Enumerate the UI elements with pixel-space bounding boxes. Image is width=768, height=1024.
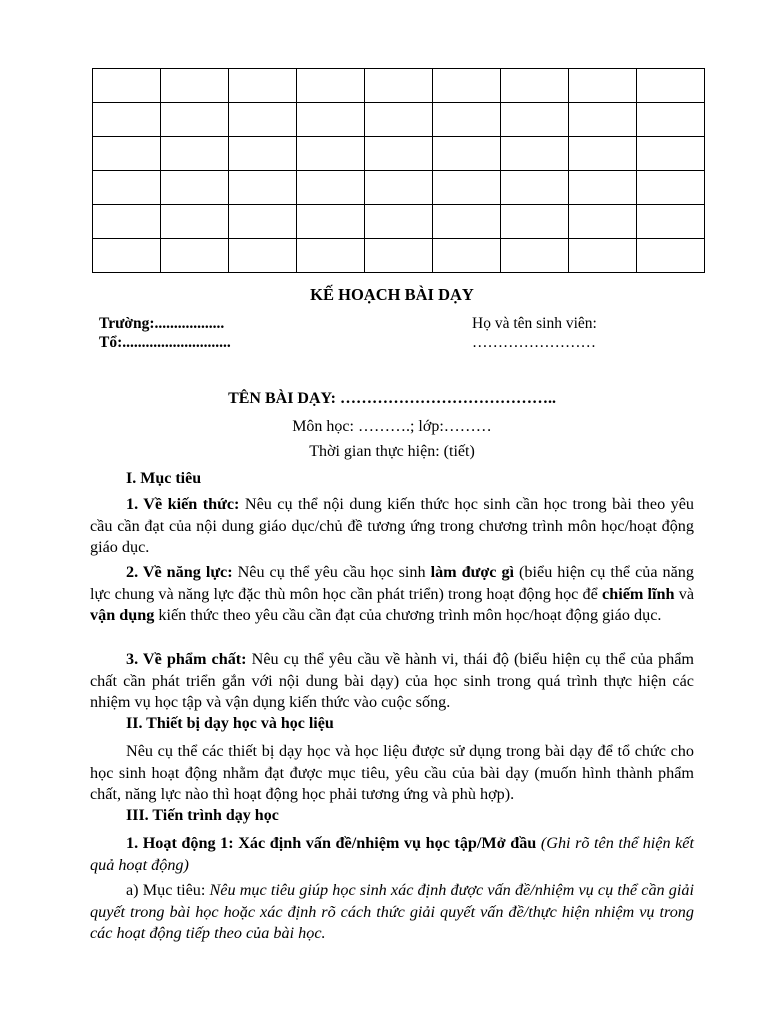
group-label: Tổ: (99, 334, 123, 351)
table-cell (365, 69, 433, 103)
table-cell (161, 69, 229, 103)
table-cell (297, 239, 365, 273)
table-cell (637, 103, 705, 137)
school-field (99, 315, 224, 333)
table-cell (297, 205, 365, 239)
table-cell (637, 171, 705, 205)
quality-label: 3. Về phẩm chất: (126, 650, 247, 668)
table-cell (93, 69, 161, 103)
table-cell (93, 239, 161, 273)
table-cell (433, 137, 501, 171)
table-cell (433, 239, 501, 273)
table-cell (93, 205, 161, 239)
table-cell (229, 205, 297, 239)
table-cell (569, 69, 637, 103)
activity-1-note: (Ghi rõ tên thể hiện kết quả hoạt động) (90, 834, 694, 874)
table-cell (433, 205, 501, 239)
activity-1-objective-text: Nêu mục tiêu giúp học sinh xác định được vấn đề/nhiệm vụ cụ thể cần giải quyết trong bài học hoặc xác định rõ cách thức giải quyết vấn đề/thực hiện nhiệm vụ trong các hoạt động tiếp theo của bài học. (90, 881, 694, 942)
blank-grid-table (92, 68, 705, 273)
group-dots: ............................ (122, 334, 231, 351)
document-title: KẾ HOẠCH BÀI DẠY (310, 285, 474, 304)
table-row (93, 171, 705, 205)
objective-knowledge (90, 494, 694, 559)
table-cell (297, 103, 365, 137)
activity-1-label: 1. Hoạt động 1: Xác định vấn đề/nhiệm vụ học tập/Mở đầu (126, 834, 537, 852)
table-cell (161, 171, 229, 205)
table-cell (637, 205, 705, 239)
table-cell (297, 171, 365, 205)
table-row (93, 69, 705, 103)
table-cell (297, 69, 365, 103)
student-name-dots: …………………… (472, 334, 596, 351)
table-cell (161, 137, 229, 171)
table-cell (161, 103, 229, 137)
table-cell (501, 137, 569, 171)
competency-bold-b: chiếm lĩnh (602, 584, 675, 603)
knowledge-text: Nêu cụ thể nội dung kiến thức học sinh cần học trong bài theo yêu cầu cần đạt của nội dung giáo dục/chủ đề tương ứng trong chương trình môn học/hoạt động giáo dục. (90, 495, 694, 556)
competency-text-a: Nêu cụ thể yêu cầu học sinh (232, 563, 431, 581)
table-cell (229, 103, 297, 137)
table-cell (501, 239, 569, 273)
table-cell (569, 171, 637, 205)
table-cell (433, 103, 501, 137)
activity-1-objective-label: a) Mục tiêu: (126, 881, 206, 899)
table-cell (365, 239, 433, 273)
competency-text-b: (biểu hiện cụ thể của năng lực chung và năng lực đặc thù môn học cần phát triển) trong hoạt động học để (90, 563, 694, 603)
objective-competency (90, 562, 694, 627)
table-cell (93, 103, 161, 137)
activity-1 (90, 833, 694, 876)
competency-bold-c: vận dụng (90, 606, 155, 624)
table-cell (637, 69, 705, 103)
table-cell (93, 171, 161, 205)
competency-text-c: và (674, 584, 695, 603)
lesson-name (0, 390, 768, 408)
table-cell (297, 137, 365, 171)
section-equipment-heading: II. Thiết bị dạy học và học liệu (126, 715, 334, 732)
table-cell (161, 205, 229, 239)
section-objectives-heading: I. Mục tiêu (126, 470, 202, 487)
table-cell (501, 69, 569, 103)
competency-bold-a: làm được gì (430, 563, 515, 581)
table-cell (229, 171, 297, 205)
table-cell (501, 103, 569, 137)
table-cell (569, 137, 637, 171)
table-cell (229, 137, 297, 171)
lesson-label: TÊN BÀI DẠY: (228, 390, 336, 407)
school-label: Trường: (99, 315, 155, 332)
school-dots: .................. (154, 315, 225, 332)
table-row (93, 137, 705, 171)
table-cell (433, 69, 501, 103)
table-row (93, 239, 705, 273)
table-cell (365, 171, 433, 205)
competency-label: 2. Về năng lực: (126, 563, 233, 581)
table-cell (365, 205, 433, 239)
table-cell (569, 103, 637, 137)
quality-text: Nêu cụ thể yêu cầu về hành vi, thái độ (biểu hiện cụ thể của phẩm chất cần phát triển gắn với nội dung bài dạy) của học sinh trong quá trình thực hiện các nhiệm vụ học tập và vận dụng kiến thức vào cuộc sống. (90, 650, 694, 711)
table-cell (637, 239, 705, 273)
equipment-text: Nêu cụ thể các thiết bị dạy học và học liệu được sử dụng trong bài dạy để tổ chức cho học sinh hoạt động nhằm đạt được mục tiêu, yêu cầu của bài dạy (muốn hình thành phẩm chất, năng lực nào thì hoạt động học phải tương ứng và phù hợp). (90, 742, 694, 803)
table-cell (501, 205, 569, 239)
table-cell (229, 69, 297, 103)
table-row (93, 205, 705, 239)
table-cell (569, 205, 637, 239)
table-cell (161, 239, 229, 273)
table-cell (229, 239, 297, 273)
lesson-dots: ………………………………….. (335, 390, 556, 407)
table-cell (637, 137, 705, 171)
section-process-heading: III. Tiến trình dạy học (126, 807, 279, 824)
knowledge-label: 1. Về kiến thức: (126, 495, 240, 513)
table-cell (365, 103, 433, 137)
activity-1-objective (90, 880, 694, 945)
table-cell (433, 171, 501, 205)
subject-class-line: Môn học: ……….; lớp:……… (292, 418, 492, 435)
table-cell (365, 137, 433, 171)
objective-quality (90, 649, 694, 714)
group-field (99, 334, 231, 352)
table-row (93, 103, 705, 137)
table-cell (93, 137, 161, 171)
competency-text-d: kiến thức theo yêu cầu cần đạt của chương trình môn học/hoạt động giáo dục. (154, 606, 662, 624)
duration-line: Thời gian thực hiện: (tiết) (309, 443, 475, 460)
table-cell (501, 171, 569, 205)
student-name-label: Họ và tên sinh viên: (472, 315, 597, 332)
table-cell (569, 239, 637, 273)
